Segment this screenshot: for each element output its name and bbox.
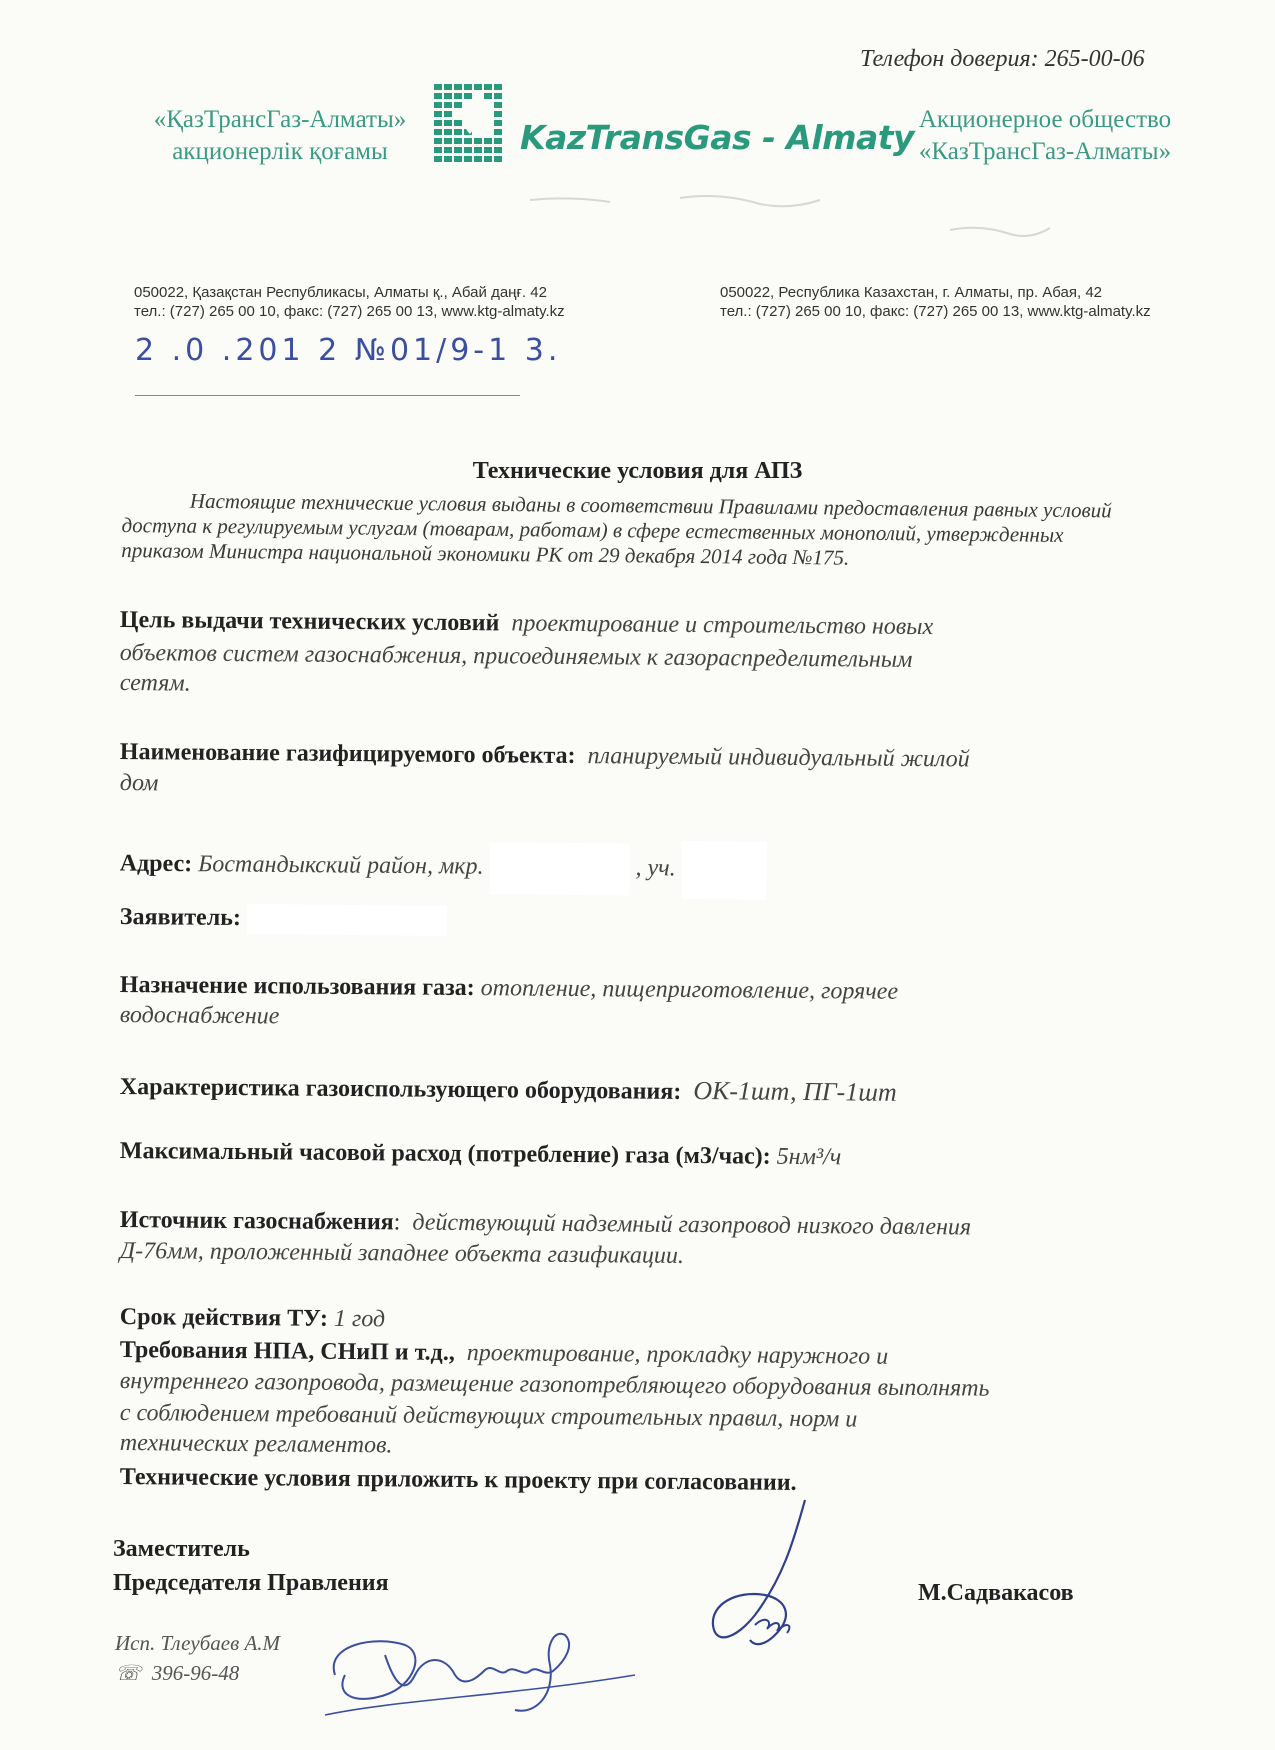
address-value: Бостандыкский район, мкр. xyxy=(198,851,484,880)
company-name-ru xyxy=(880,104,1210,168)
company-name-kz-line2: акционерлік қоғамы xyxy=(172,138,388,165)
signatory-position-line2: Председателя Правления xyxy=(113,1570,389,1596)
date-underline xyxy=(135,395,520,396)
requirements-value-1: проектирование, прокладку наружного и xyxy=(466,1340,889,1370)
signatory-position-line1: Заместитель xyxy=(113,1536,250,1562)
applicant-redacted xyxy=(247,905,447,937)
object-value-1: планируемый индивидуальный жилой xyxy=(587,743,970,773)
applicant-line xyxy=(120,902,1180,943)
applicant-label: Заявитель: xyxy=(119,903,242,932)
attach-note: Технические условия приложить к проекту при согласовании. xyxy=(119,1463,797,1496)
equipment-value: ОК-1шт, ПГ-1шт xyxy=(693,1076,897,1107)
executor-phone: 396-96-48 xyxy=(151,1661,240,1685)
max-flow-value: 5нм³/ч xyxy=(776,1143,842,1171)
address-kz xyxy=(134,283,565,321)
signatory-name: М.Садвакасов xyxy=(918,1580,1074,1606)
purpose-value-1: проектирование и строительство новых xyxy=(511,610,934,641)
validity-value: 1 год xyxy=(333,1305,386,1333)
hotline-phone: Телефон доверия: 265-00-06 xyxy=(860,46,1145,72)
company-name-ru-line1: Акционерное общество xyxy=(918,106,1172,133)
validity-label: Срок действия ТУ: xyxy=(119,1303,329,1332)
handwritten-date-reference: 2 .0 .201 2 №01/9-1 3. xyxy=(135,333,562,368)
address-ru-line1: 050022, Республика Казахстан, г. Алматы, пр. Абая, 42 xyxy=(720,284,1103,301)
signature-mark xyxy=(695,1495,835,1665)
requirements-value-2: внутреннего газопровода, размещение газопотребляющего оборудования выполнять xyxy=(119,1367,990,1402)
max-flow-line xyxy=(120,1136,1180,1176)
object-label: Наименование газифицируемого объекта: xyxy=(119,738,576,769)
document-title: Технические условия для АПЗ xyxy=(472,458,803,484)
intro-paragraph: Настоящие технические условия выданы в соответствии Правилами предоставления равных условий доступа к регулируемым услугам (товарам, работам) в сфере естественных монополий, утвержденных приказом Министра национальной экономики РК от 29 декабря 2014 года №175. xyxy=(121,488,1112,570)
phone-icon: ☏ xyxy=(115,1661,142,1685)
plot-redacted xyxy=(681,841,767,900)
requirements-value-4: технических регламентов. xyxy=(119,1429,393,1459)
gas-use-label: Назначение использования газа: xyxy=(119,971,475,1002)
executor-name: Исп. Тлеубаев А.М xyxy=(115,1631,281,1655)
company-name-kz xyxy=(130,104,430,168)
address-line xyxy=(119,836,1179,903)
address-ru-line2: тел.: (727) 265 00 10, факс: (727) 265 00 13, www.ktg-almaty.kz xyxy=(720,303,1151,320)
equipment-line xyxy=(120,1070,1180,1112)
gas-use-value-2: водоснабжение xyxy=(119,1001,280,1030)
signatory-position xyxy=(113,1532,389,1600)
gas-use-value-1: отопление, пищеприготовление, горячее xyxy=(480,975,899,1005)
address-redacted xyxy=(489,842,629,895)
source-label: Источник газоснабжения xyxy=(119,1206,394,1236)
executor-signature-mark xyxy=(315,1615,645,1725)
company-logo-icon xyxy=(432,80,512,168)
max-flow-label: Максимальный часовой расход (потребление) газа (м3/час): xyxy=(119,1137,771,1170)
purpose-value-3: сетям. xyxy=(119,669,191,697)
company-name-ru-line2: «КазТрансГаз-Алматы» xyxy=(918,138,1172,165)
requirements-label: Требования НПА, СНиП и т.д., xyxy=(119,1336,455,1366)
company-name-kz-line1: «ҚазТрансГаз-Алматы» xyxy=(153,106,407,133)
equipment-label: Характеристика газоиспользующего оборудования: xyxy=(119,1073,682,1105)
attach-note-line xyxy=(120,1462,1180,1502)
address-kz-line1: 050022, Қазақстан Республикасы, Алматы қ., Абай даңғ. 42 xyxy=(134,284,547,301)
address-ru xyxy=(720,283,1151,321)
requirements-value-3: с соблюдением требований действующих строительных правил, норм и xyxy=(119,1399,858,1433)
source-value-2: Д-76мм, проложенный западнее объекта газификации. xyxy=(119,1237,685,1269)
address-label: Адрес: xyxy=(119,850,193,878)
purpose-value-2: объектов систем газоснабжения, присоединяемых к газораспределительным xyxy=(119,639,913,673)
executor-info xyxy=(115,1628,280,1688)
company-logo-text: KazTransGas - Almaty xyxy=(520,118,915,157)
source-value-1: действующий надземный газопровод низкого давления xyxy=(412,1209,972,1241)
purpose-label: Цель выдачи технических условий xyxy=(119,606,500,637)
address-plot: , уч. xyxy=(635,855,676,882)
source-line-1: Источник газоснабжения: действующий надземный газопровод низкого давления xyxy=(119,1206,972,1241)
address-kz-line2: тел.: (727) 265 00 10, факс: (727) 265 00 13, www.ktg-almaty.kz xyxy=(134,303,565,320)
object-value-2: дом xyxy=(119,769,159,797)
scan-smudge xyxy=(530,190,1130,250)
executor-phone-row xyxy=(115,1658,280,1688)
